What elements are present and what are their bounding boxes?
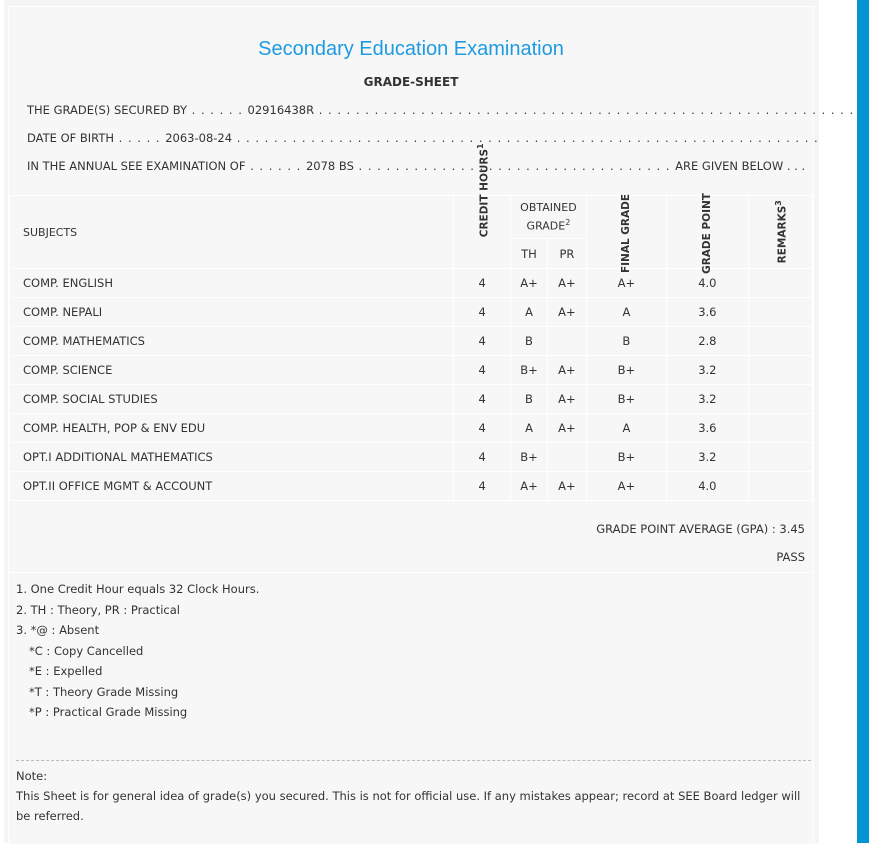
subject-cell: COMP. SOCIAL STUDIES	[10, 385, 454, 414]
footnote-item: *T : Theory Grade Missing	[29, 684, 179, 699]
remarks-cell	[748, 443, 812, 472]
final-grade-cell: B+	[586, 385, 666, 414]
exam-label: IN THE ANNUAL SEE EXAMINATION OF	[27, 159, 246, 173]
pr-grade-cell: A+	[547, 385, 586, 414]
scrollbar-accent	[857, 0, 869, 843]
result-status: PASS	[776, 550, 805, 564]
final-grade-cell: B+	[586, 356, 666, 385]
remarks-cell	[748, 356, 812, 385]
grade-point-cell: 3.6	[666, 414, 748, 443]
header-subjects: SUBJECTS	[10, 196, 454, 269]
th-grade-cell: B	[511, 327, 548, 356]
grade-point-cell: 4.0	[666, 269, 748, 298]
subject-cell: OPT.I ADDITIONAL MATHEMATICS	[10, 443, 454, 472]
grade-point-cell: 4.0	[666, 472, 748, 501]
grade-point-cell: 3.2	[666, 356, 748, 385]
th-grade-cell: A	[511, 414, 548, 443]
grade-sheet	[8, 6, 855, 845]
credit-cell: 4	[454, 385, 511, 414]
credit-cell: 4	[454, 327, 511, 356]
subject-cell: OPT.II OFFICE MGMT & ACCOUNT	[10, 472, 454, 501]
header-remarks: REMARKS$^3$	[748, 196, 812, 269]
credit-cell: 4	[454, 472, 511, 501]
credit-cell: 4	[454, 443, 511, 472]
credit-cell: 4	[454, 414, 511, 443]
note-label: Note:	[16, 769, 48, 783]
remarks-cell	[748, 327, 812, 356]
given-below-label: ARE GIVEN BELOW . . .	[675, 159, 806, 173]
th-grade-cell: B	[511, 385, 548, 414]
secured-by-label: THE GRADE(S) SECURED BY	[27, 103, 188, 117]
final-grade-cell: A+	[586, 269, 666, 298]
th-grade-cell: A+	[511, 269, 548, 298]
exam-title: Secondary Education Examination	[258, 38, 564, 60]
table-row	[10, 269, 813, 298]
exam-line: IN THE ANNUAL SEE EXAMINATION OF . . . . . . 2078 BS . . . . . . . . . . . . . . . . . . . . . . . . . . . . . . . . . . ARE GIVEN BELOW . . .	[27, 159, 806, 173]
grade-point-cell: 2.8	[666, 327, 748, 356]
subject-cell: COMP. ENGLISH	[10, 269, 454, 298]
credit-cell: 4	[454, 356, 511, 385]
header-th: TH	[511, 239, 548, 269]
divider	[9, 572, 813, 573]
final-grade-cell: A	[586, 414, 666, 443]
sheet-subtitle: GRADE-SHEET	[363, 75, 459, 89]
subject-cell: COMP. NEPALI	[10, 298, 454, 327]
footnote-item: 2. TH : Theory, PR : Practical	[16, 602, 180, 617]
remarks-cell	[748, 472, 812, 501]
final-grade-cell: A+	[586, 472, 666, 501]
final-grade-cell: B+	[586, 443, 666, 472]
grade-point-cell: 3.2	[666, 385, 748, 414]
secured-by-line: THE GRADE(S) SECURED BY . . . . . . 02916438R . . . . . . . . . . . . . . . . . . . . . . . . . . . . . . . . . . . . . . . . . . . . . . . . . . . . . . . . . .	[27, 103, 855, 117]
dob-line: DATE OF BIRTH . . . . . 2063-08-24 . . . . . . . . . . . . . . . . . . . . . . . . . . . . . . . . . . . . . . . . . . . . . . . . . . . . . . . . . . . . . . .	[27, 131, 819, 145]
pr-grade-cell: A+	[547, 269, 586, 298]
credit-cell: 4	[454, 298, 511, 327]
dob-value: 2063-08-24	[165, 131, 233, 145]
table-row	[10, 414, 813, 443]
remarks-cell	[748, 298, 812, 327]
subject-cell: COMP. HEALTH, POP & ENV EDU	[10, 414, 454, 443]
header-credit-hours: CREDIT HOURS$^1$	[454, 196, 511, 269]
pr-grade-cell: A+	[547, 298, 586, 327]
final-grade-cell: A	[586, 298, 666, 327]
subject-cell: COMP. SCIENCE	[10, 356, 454, 385]
header-grade-point: GRADE POINT	[666, 196, 748, 269]
grade-point-cell: 3.6	[666, 298, 748, 327]
symbol-number: 02916438R	[247, 103, 315, 117]
final-grade-cell: B	[586, 327, 666, 356]
footnote-item: 1. One Credit Hour equals 32 Clock Hours.	[16, 582, 260, 596]
subject-cell: COMP. MATHEMATICS	[10, 327, 454, 356]
dashed-divider	[16, 760, 811, 761]
remarks-cell	[748, 269, 812, 298]
exam-year: 2078 BS	[305, 159, 354, 173]
table-row	[10, 443, 813, 472]
table-row	[10, 385, 813, 414]
table-row	[10, 298, 813, 327]
credit-cell: 4	[454, 269, 511, 298]
header-pr: PR	[547, 239, 586, 269]
th-grade-cell: A+	[511, 472, 548, 501]
footnote-item: *C : Copy Cancelled	[29, 643, 144, 658]
pr-grade-cell: A+	[547, 414, 586, 443]
note	[16, 766, 806, 826]
table-row	[10, 472, 813, 501]
th-grade-cell: B+	[511, 356, 548, 385]
th-grade-cell: B+	[511, 443, 548, 472]
pr-grade-cell: A+	[547, 472, 586, 501]
header-final-grade: FINAL GRADE	[586, 196, 666, 269]
remarks-cell	[748, 414, 812, 443]
pr-grade-cell	[547, 327, 586, 356]
pr-grade-cell: A+	[547, 356, 586, 385]
remarks-cell	[748, 385, 812, 414]
note-text: This Sheet is for general idea of grade(s) you secured. This is not for official use. If any mistakes appear; record at SEE Board ledger will be referred.	[16, 789, 801, 823]
footnote-item: *E : Expelled	[29, 664, 103, 678]
footnote-item: *P : Practical Grade Missing	[29, 705, 188, 719]
pr-grade-cell	[547, 443, 586, 472]
grade-point-cell: 3.2	[666, 443, 748, 472]
dob-label: DATE OF BIRTH	[27, 131, 115, 145]
table-row	[10, 356, 813, 385]
table-row	[10, 327, 813, 356]
footnote-item: 3. *@ : Absent	[16, 623, 100, 637]
gpa-value: GRADE POINT AVERAGE (GPA) : 3.45	[596, 522, 805, 536]
header-obtained-grade: OBTAINED GRADE$^2$	[511, 196, 587, 239]
th-grade-cell: A	[511, 298, 548, 327]
